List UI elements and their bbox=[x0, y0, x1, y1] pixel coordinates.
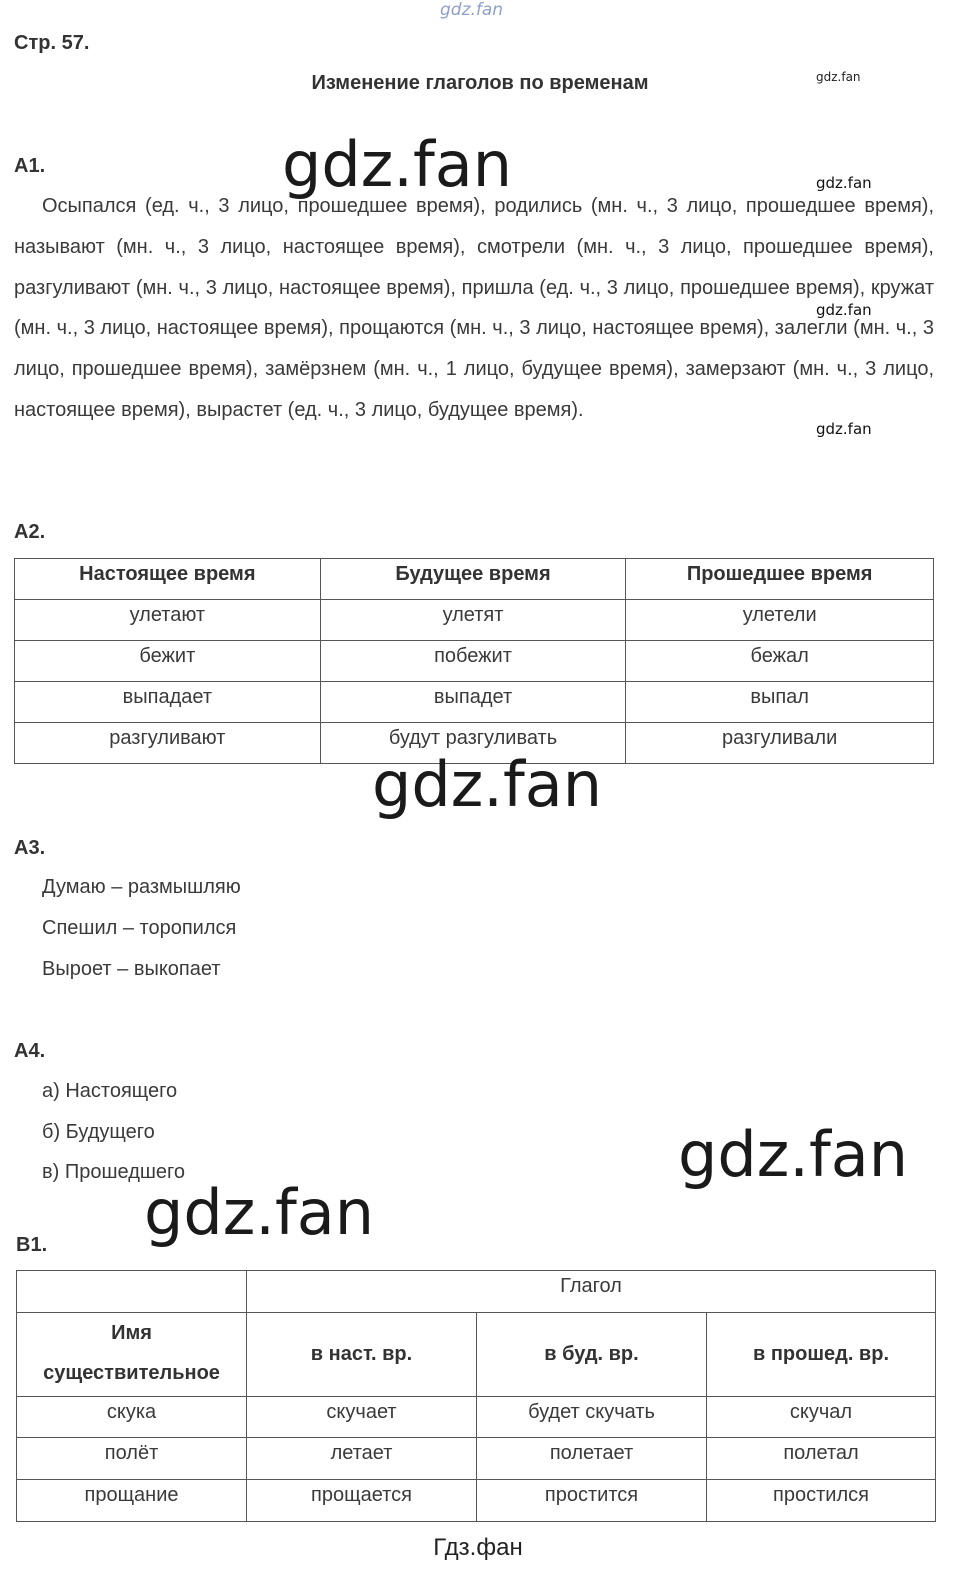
watermark-big: gdz.fan bbox=[372, 748, 603, 821]
table-cell: скучает bbox=[247, 1397, 477, 1438]
table-header-row bbox=[15, 559, 934, 600]
table-row bbox=[17, 1480, 936, 1522]
table-cell: прощается bbox=[247, 1480, 477, 1522]
watermark-big: gdz.fan bbox=[678, 1118, 909, 1191]
table-cell: разгуливают bbox=[15, 723, 321, 764]
table-cell: будут разгуливать bbox=[320, 723, 626, 764]
watermark-big: gdz.fan bbox=[282, 128, 513, 201]
table-cell: разгуливали bbox=[626, 723, 934, 764]
header-noun-line2: существительное bbox=[43, 1362, 220, 1384]
table-cell: будет скучать bbox=[477, 1397, 707, 1438]
table-row bbox=[17, 1397, 936, 1438]
section-label-a2: А2. bbox=[14, 521, 46, 543]
section-label-a4: А4. bbox=[14, 1040, 46, 1062]
table-cell: улетят bbox=[320, 600, 626, 641]
watermark-top: gdz.fan bbox=[440, 0, 504, 20]
table-row bbox=[15, 641, 934, 682]
header-past: в прошед. вр. bbox=[707, 1313, 936, 1397]
section-label-b1: В1. bbox=[16, 1234, 48, 1256]
list-item: Думаю – размышляю bbox=[42, 876, 241, 898]
table-cell: полетал bbox=[707, 1438, 936, 1480]
list-item: б) Будущего bbox=[42, 1121, 155, 1143]
section-label-a1: А1. bbox=[14, 155, 46, 177]
table-cell: выпал bbox=[626, 682, 934, 723]
list-item: а) Настоящего bbox=[42, 1080, 178, 1102]
table-header-row bbox=[17, 1313, 936, 1397]
table-cell-empty bbox=[17, 1271, 247, 1313]
header-present: в наст. вр. bbox=[247, 1313, 477, 1397]
table-row bbox=[15, 600, 934, 641]
table-cell: простится bbox=[477, 1480, 707, 1522]
table-cell: простился bbox=[707, 1480, 936, 1522]
tense-table bbox=[14, 558, 934, 764]
footer-watermark: Гдз.фан bbox=[433, 1534, 523, 1561]
header-noun bbox=[17, 1313, 247, 1397]
table-cell: выпадает bbox=[15, 682, 321, 723]
table-cell: прощание bbox=[17, 1480, 247, 1522]
watermark-small: gdz.fan bbox=[816, 174, 872, 192]
header-present: Настоящее время bbox=[15, 559, 321, 600]
table-cell: полетает bbox=[477, 1438, 707, 1480]
list-item: Спешил – торопился bbox=[42, 917, 237, 939]
page-title: Изменение глаголов по временам bbox=[311, 72, 649, 94]
table-cell: улетели bbox=[626, 600, 934, 641]
list-item: в) Прошедшего bbox=[42, 1161, 186, 1183]
header-past: Прошедшее время bbox=[626, 559, 934, 600]
header-verb: Глагол bbox=[247, 1271, 936, 1313]
table-cell: бежал bbox=[626, 641, 934, 682]
table-cell: скука bbox=[17, 1397, 247, 1438]
section-label-a3: А3. bbox=[14, 837, 46, 859]
table-cell: скучал bbox=[707, 1397, 936, 1438]
header-future: в буд. вр. bbox=[477, 1313, 707, 1397]
table-cell: выпадет bbox=[320, 682, 626, 723]
table-cell: летает bbox=[247, 1438, 477, 1480]
table-row bbox=[17, 1438, 936, 1480]
a1-paragraph: Осыпался (ед. ч., 3 лицо, прошедшее время), родились (мн. ч., 3 лицо, прошедшее время), называют (мн. ч., 3 лицо, настоящее время), смотрели (мн. ч., 3 лицо, прошедшее время), разгуливают (мн. ч., 3 лицо, настоящее время), пришла (ед. ч., 3 лицо, прошедшее время), кружат (мн. ч., 3 лицо, настоящее время), прощаются (мн. ч., 3 лицо, настоящее время), залегли (мн. ч., 3 лицо, прошедшее время), замёрзнем (мн. ч., 1 лицо, будущее время), замерзают (мн. ч., 3 лицо, настоящее время), вырастет (ед. ч., 3 лицо, будущее время). bbox=[14, 195, 934, 421]
table-row bbox=[15, 682, 934, 723]
watermark-big: gdz.fan bbox=[144, 1176, 375, 1249]
table-cell: побежит bbox=[320, 641, 626, 682]
list-item: Выроет – выкопает bbox=[42, 958, 221, 980]
noun-verb-table bbox=[16, 1270, 936, 1522]
table-cell: улетают bbox=[15, 600, 321, 641]
table-cell: бежит bbox=[15, 641, 321, 682]
table-header-row bbox=[17, 1271, 936, 1313]
watermark-small: gdz.fan bbox=[816, 420, 872, 438]
page-number: Стр. 57. bbox=[14, 32, 90, 54]
header-future: Будущее время bbox=[320, 559, 626, 600]
header-noun-line1: Имя bbox=[111, 1322, 152, 1344]
watermark-tiny: gdz.fan bbox=[816, 70, 861, 84]
watermark-small: gdz.fan bbox=[816, 301, 872, 319]
table-cell: полёт bbox=[17, 1438, 247, 1480]
